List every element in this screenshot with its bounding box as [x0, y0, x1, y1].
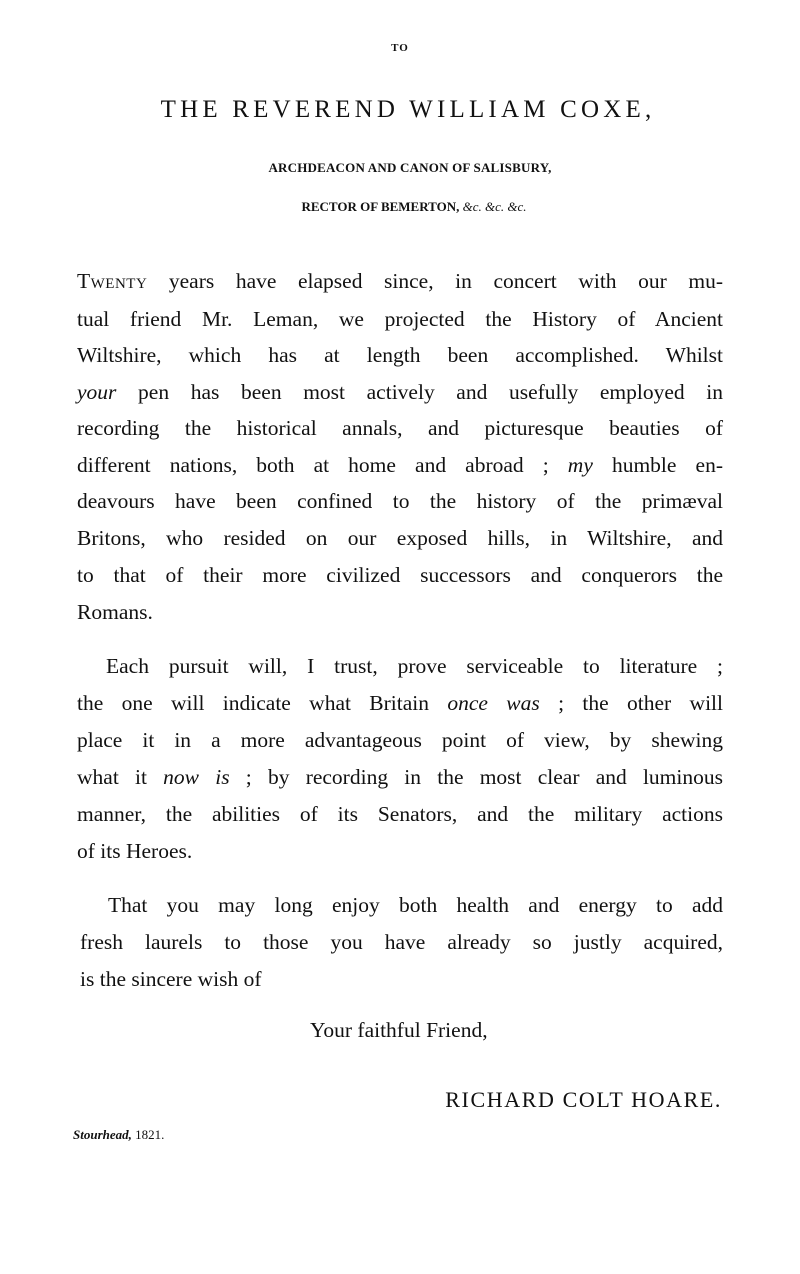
signature: RICHARD COLT HOARE. [445, 1087, 722, 1112]
paragraph-line: tual friend Mr. Leman, we projected the History of Ancient [77, 307, 723, 331]
emphasis-now-is: now is [163, 765, 230, 789]
paragraph-line: Romans. [77, 600, 153, 624]
paragraph-line [77, 379, 723, 405]
recipient-title-archdeacon: ARCHDEACON AND CANON OF SALISBURY, [268, 160, 552, 175]
place: Stourhead, [73, 1127, 132, 1142]
paragraph-line: deavours have been confined to the history of the primæval [77, 489, 723, 513]
date: 1821. [131, 1127, 165, 1142]
emphasis-once-was: once was [447, 691, 540, 715]
line-text: humble en- [592, 453, 723, 477]
paragraph-line [77, 690, 723, 716]
emphasis-your: your [77, 380, 117, 404]
etcetera: &c. &c. &c. [462, 199, 527, 214]
paragraph-line: of its Heroes. [77, 839, 193, 863]
paragraph-line: That you may long enjoy both health and energy to add [108, 893, 723, 917]
paragraph-line: place it in a more advantageous point of view, by shewing [77, 728, 723, 752]
line-text: years have elapsed since, in concert with our mu- [147, 269, 723, 293]
closing-salutation: Your faithful Friend, [310, 1018, 488, 1042]
paragraph-line: manner, the abilities of its Senators, and the military actions [77, 802, 723, 826]
line-text: ; by recording in the most clear and luminous [229, 765, 723, 789]
paragraph-line: fresh laurels to those you have already so justly acquired, [80, 930, 723, 954]
line-text: what it [77, 765, 164, 789]
line-text: different nations, both at home and abroad ; [77, 453, 568, 477]
paragraph-line [77, 452, 723, 478]
paragraph-line: is the sincere wish of [80, 967, 262, 991]
paragraph-line [77, 764, 723, 790]
line-text: pen has been most actively and usefully employed in [116, 380, 723, 404]
rector-title: RECTOR OF BEMERTON, [301, 199, 460, 214]
paragraph-line: Wiltshire, which has at length been accomplished. Whilst [77, 343, 723, 367]
dedication-to: TO [391, 42, 409, 54]
place-and-date [73, 1127, 164, 1143]
paragraph-line [77, 268, 723, 297]
paragraph-line: Each pursuit will, I trust, prove serviceable to literature ; [106, 654, 723, 678]
recipient-title-rector [0, 199, 800, 215]
paragraph-line: Britons, who resided on our exposed hills, in Wiltshire, and [77, 526, 723, 550]
recipient-name: THE REVEREND WILLIAM COXE, [160, 96, 656, 123]
paragraph-line: to that of their more civilized successors and conquerors the [77, 563, 723, 587]
line-text: ; the other will [539, 691, 723, 715]
smallcaps-word: TWENTY [77, 269, 148, 293]
emphasis-my: my [567, 453, 593, 477]
line-text: the one will indicate what Britain [77, 691, 448, 715]
paragraph-line: recording the historical annals, and picturesque beauties of [77, 416, 723, 440]
